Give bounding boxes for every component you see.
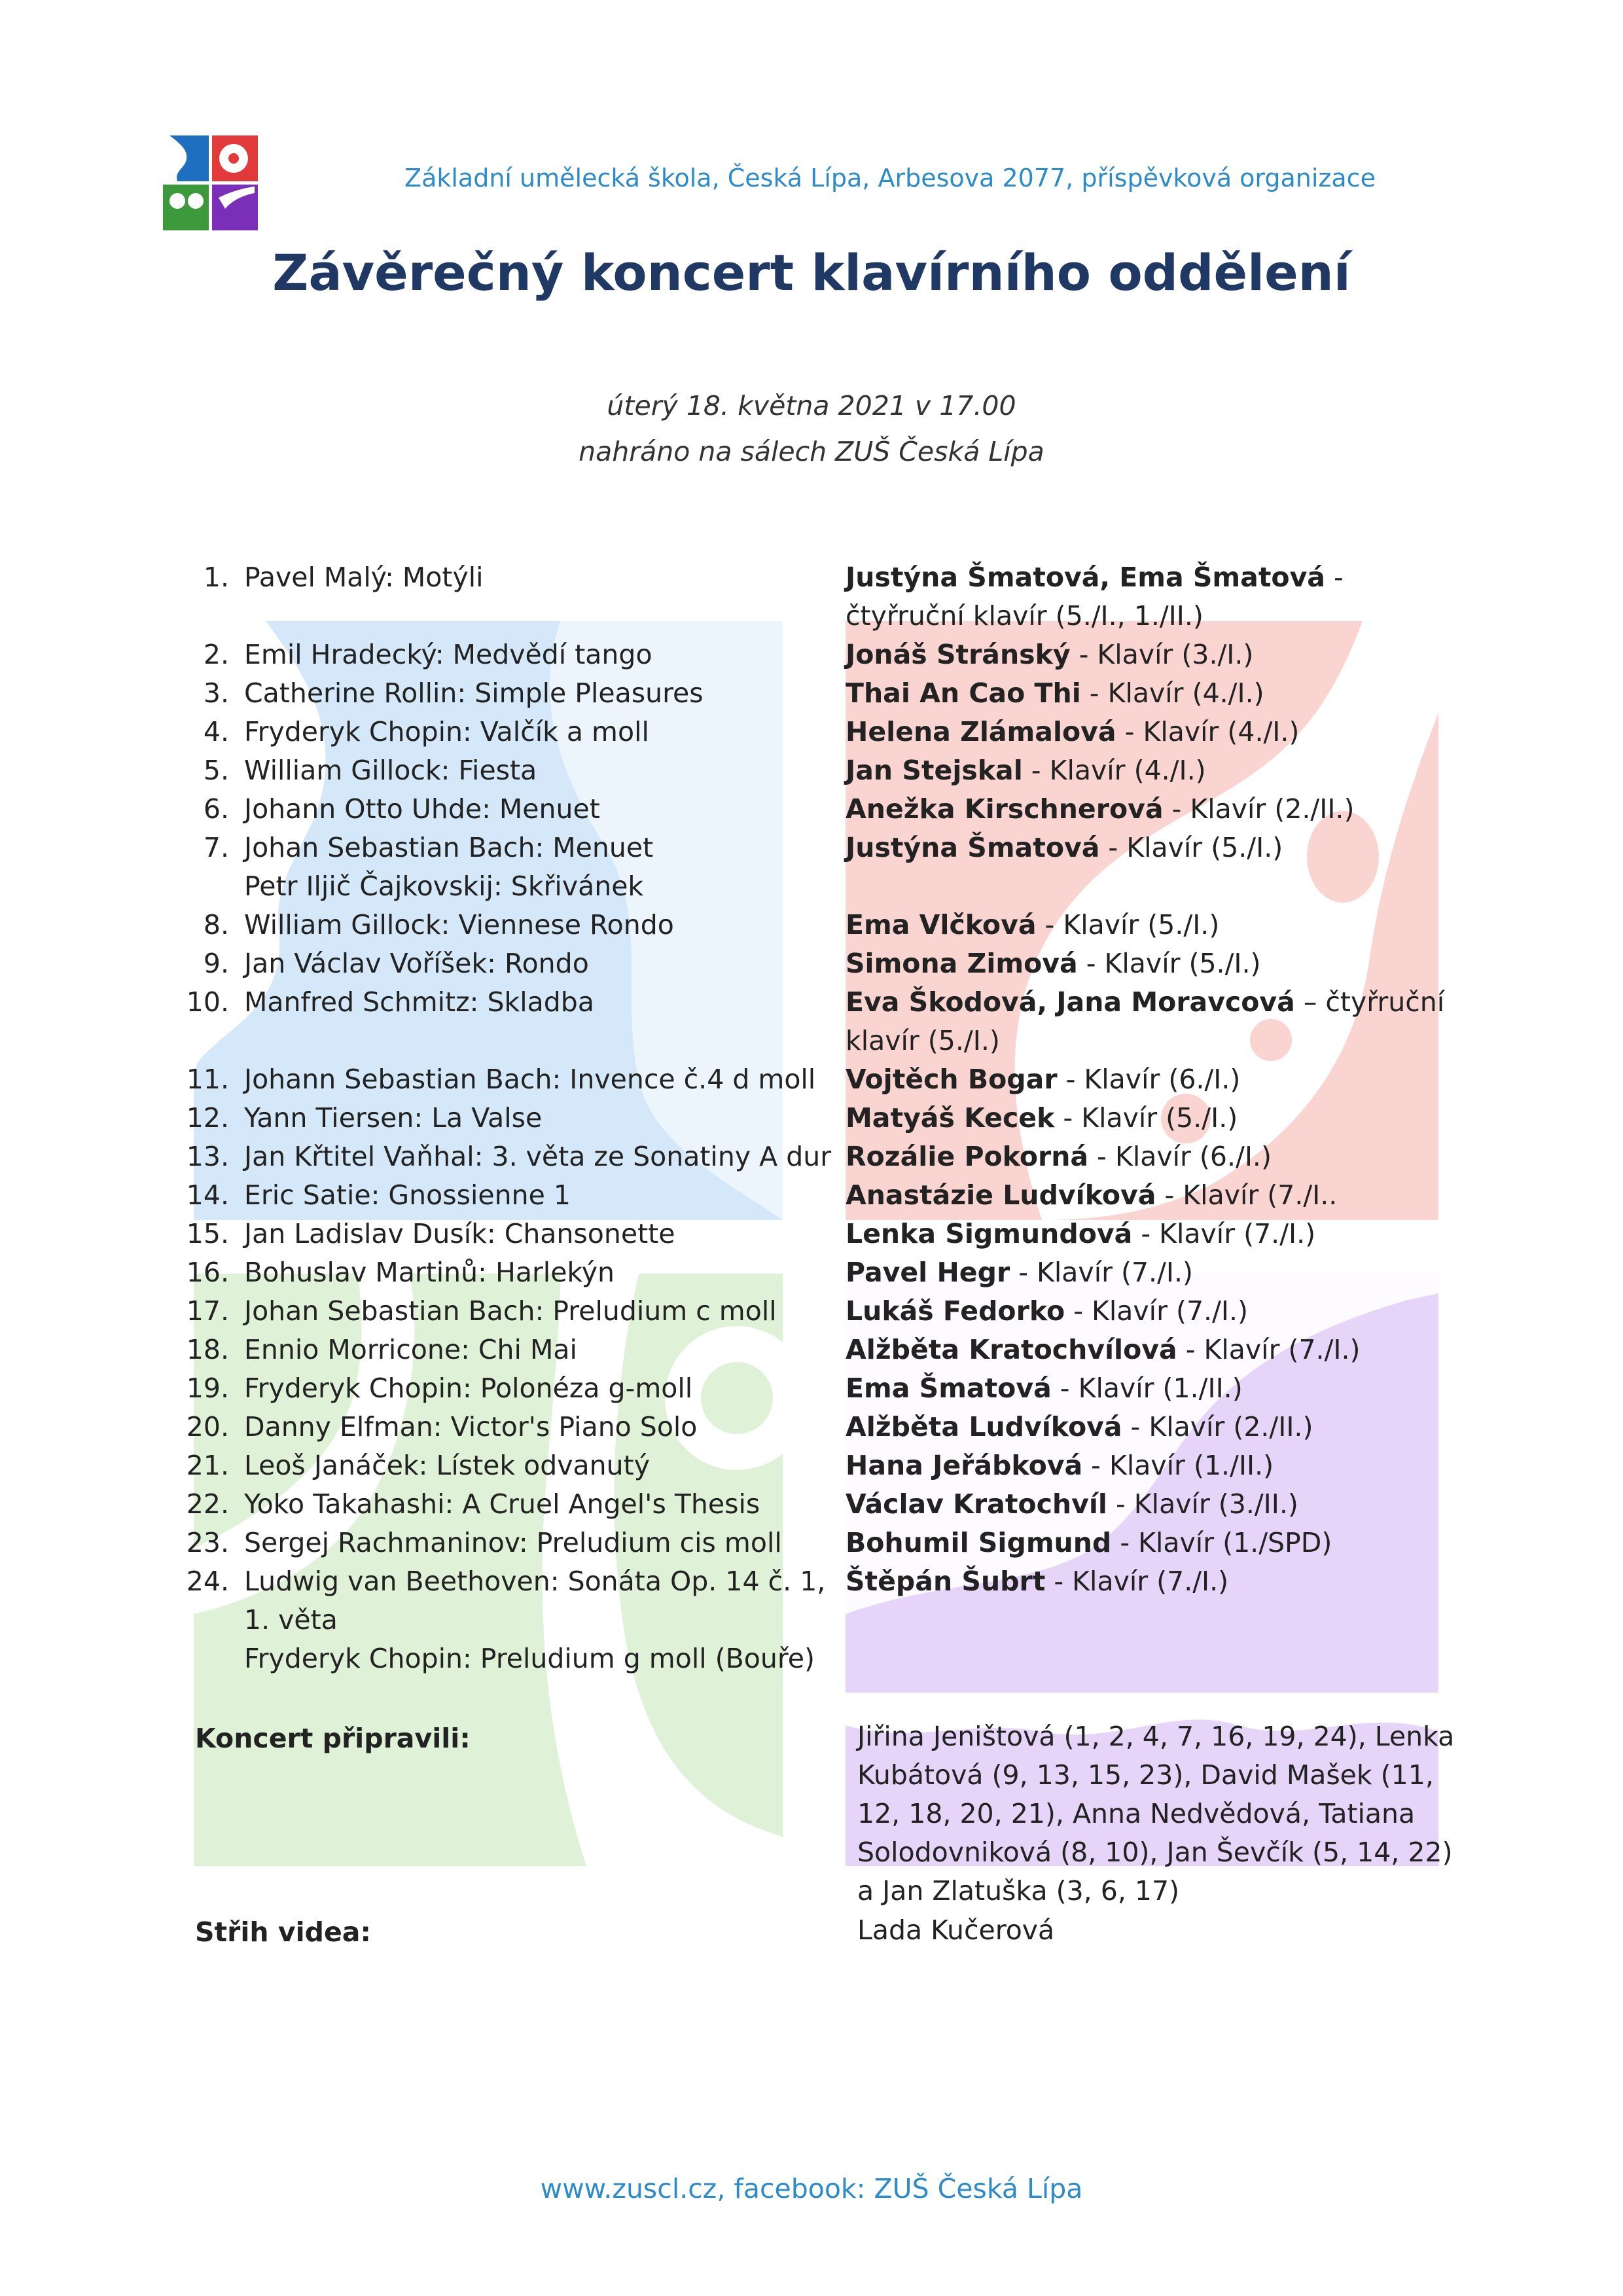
performer-name: Rozálie Pokorná	[846, 1141, 1089, 1172]
program-number: 14.	[186, 1179, 229, 1211]
performer-name: Anežka Kirschnerová	[846, 793, 1164, 825]
program-number: 3.	[203, 677, 229, 709]
program-piece	[244, 829, 833, 906]
video-editing-value: Lada Kučerová	[857, 1914, 1055, 1946]
performer-name: Jan Stejskal	[846, 755, 1023, 786]
prepared-by-value: Jiřina Jeništová (1, 2, 4, 7, 16, 19, 24), Lenka Kubátová (9, 13, 15, 23), David Mašek (11, 12, 18, 20, 21), Anna Nedvědová, Tatiana Solodovniková (8, 10), Jan Ševčík (5, 14, 22) a Jan Zlatuška (3, 6, 17)	[857, 1721, 1455, 1907]
program-piece	[244, 1408, 833, 1446]
program-number: 21.	[186, 1450, 229, 1481]
video-editing-label: Střih videa:	[195, 1916, 371, 1948]
piece-line: Johann Otto Uhde: Menuet	[244, 793, 600, 825]
performer-name: Alžběta Kratochvílová	[846, 1334, 1177, 1365]
program-performer	[846, 1524, 1448, 1562]
program-piece	[244, 1485, 833, 1524]
program-performer	[846, 1331, 1448, 1369]
piece-line: Pavel Malý: Motýli	[244, 562, 484, 593]
piece-line: Ludwig van Beethoven: Sonáta Op. 14 č. 1,	[244, 1566, 826, 1597]
program-performer	[846, 983, 1448, 1060]
performer-detail: - Klavír (3./I.)	[1070, 639, 1254, 670]
performer-name: Helena Zlámalová	[846, 716, 1116, 747]
piece-line: William Gillock: Viennese Rondo	[244, 909, 674, 941]
program-number: 7.	[203, 832, 229, 863]
program-piece	[244, 713, 833, 751]
performer-name: Ema Vlčková	[846, 909, 1037, 941]
program-number: 1.	[203, 562, 229, 593]
program-number: 23.	[186, 1527, 229, 1558]
performer-detail: - Klavír (1./SPD)	[1111, 1527, 1332, 1558]
performer-detail: - Klavír (4./I.)	[1080, 677, 1264, 709]
performer-detail: - Klavír (7./I.)	[1045, 1566, 1229, 1597]
program-performer	[846, 906, 1448, 944]
program-performer	[846, 1253, 1448, 1292]
program-number: 9.	[203, 948, 229, 979]
piece-line: Fryderyk Chopin: Valčík a moll	[244, 716, 649, 747]
performer-name: Štěpán Šubrt	[846, 1566, 1046, 1597]
performer-name: Pavel Hegr	[846, 1257, 1010, 1288]
piece-line: William Gillock: Fiesta	[244, 755, 537, 786]
performer-detail: - Klavír (2./II.)	[1163, 793, 1355, 825]
program-performer	[846, 944, 1448, 983]
program-number: 22.	[186, 1488, 229, 1520]
program-performer	[846, 1099, 1448, 1138]
performer-detail: - Klavír (6./I.)	[1088, 1141, 1272, 1172]
performer-detail: - Klavír (7./I..	[1156, 1179, 1338, 1211]
program-piece	[244, 1292, 833, 1331]
program-performer	[846, 1446, 1448, 1485]
program-piece	[244, 1176, 833, 1215]
performer-detail: - Klavír (7./I.)	[1132, 1218, 1316, 1249]
piece-line: Johan Sebastian Bach: Preludium c moll	[244, 1295, 777, 1327]
program-piece	[244, 1562, 833, 1678]
program-piece	[244, 944, 833, 983]
performer-name: Václav Kratochvíl	[846, 1488, 1107, 1520]
program-piece	[244, 1215, 833, 1253]
performer-detail: - Klavír (5./I.)	[1036, 909, 1220, 941]
piece-line: 1. věta	[244, 1604, 338, 1636]
program-piece	[244, 906, 833, 944]
program-piece	[244, 1099, 833, 1138]
program-number: 24.	[186, 1566, 229, 1597]
piece-line: Manfred Schmitz: Skladba	[244, 986, 594, 1018]
program-piece	[244, 558, 833, 597]
program-performer	[846, 1369, 1448, 1408]
piece-line: Emil Hradecký: Medvědí tango	[244, 639, 652, 670]
program-number: 6.	[203, 793, 229, 825]
piece-line: Yoko Takahashi: A Cruel Angel's Thesis	[244, 1488, 760, 1520]
performer-name: Alžběta Ludvíková	[846, 1411, 1122, 1443]
piece-line: Bohuslav Martinů: Harlekýn	[244, 1257, 615, 1288]
piece-line: Ennio Morricone: Chi Mai	[244, 1334, 577, 1365]
program-performer	[846, 558, 1448, 636]
performer-detail: - Klavír (6./I.)	[1057, 1064, 1241, 1095]
program-number: 8.	[203, 909, 229, 941]
prepared-by-label: Koncert připravili:	[195, 1723, 471, 1754]
program-number: 2.	[203, 639, 229, 670]
program-number: 15.	[186, 1218, 229, 1249]
piece-line: Jan Ladislav Dusík: Chansonette	[244, 1218, 675, 1249]
performer-detail: - Klavír (5./I.)	[1054, 1102, 1238, 1134]
performer-name: Justýna Šmatová	[846, 832, 1100, 863]
program-number: 17.	[186, 1295, 229, 1327]
school-logo	[163, 135, 258, 230]
program-piece	[244, 1446, 833, 1485]
program-performer	[846, 1060, 1448, 1099]
piece-line: Johan Sebastian Bach: Menuet	[244, 832, 654, 863]
performer-name: Bohumil Sigmund	[846, 1527, 1112, 1558]
recording-place: nahráno na sálech ZUŠ Česká Lípa	[579, 436, 1044, 467]
program-piece	[244, 983, 833, 1022]
program-number: 5.	[203, 755, 229, 786]
program-performer	[846, 751, 1448, 790]
piece-line: Danny Elfman: Victor's Piano Solo	[244, 1411, 698, 1443]
piece-line: Jan Václav Voříšek: Rondo	[244, 948, 589, 979]
concert-date: úterý 18. května 2021 v 17.00	[607, 390, 1016, 422]
piece-line: Sergej Rachmaninov: Preludium cis moll	[244, 1527, 782, 1558]
program-number: 12.	[186, 1102, 229, 1134]
program-number: 10.	[186, 986, 229, 1018]
performer-name: Lenka Sigmundová	[846, 1218, 1133, 1249]
program-piece	[244, 674, 833, 713]
program-number: 4.	[203, 716, 229, 747]
performer-name: Jonáš Stránský	[846, 639, 1071, 670]
program-number: 13.	[186, 1141, 229, 1172]
program-number: 18.	[186, 1334, 229, 1365]
program-piece	[244, 636, 833, 674]
piece-line: Fryderyk Chopin: Polonéza g-moll	[244, 1372, 693, 1404]
performer-name: Ema Šmatová	[846, 1372, 1052, 1404]
performer-detail: - Klavír (1./II.)	[1082, 1450, 1274, 1481]
program-piece	[244, 790, 833, 829]
program-performer	[846, 1176, 1448, 1215]
performer-detail: - čtyřruční klavír (5./I., 1./II.)	[846, 562, 1344, 632]
piece-line: Johann Sebastian Bach: Invence č.4 d moll	[244, 1064, 816, 1095]
program-performer	[846, 1485, 1448, 1524]
program-number: 16.	[186, 1257, 229, 1288]
performer-detail: - Klavír (4./I.)	[1022, 755, 1206, 786]
program-piece	[244, 1524, 833, 1562]
program-performer	[846, 829, 1448, 867]
piece-line: Catherine Rollin: Simple Pleasures	[244, 677, 704, 709]
performer-detail: - Klavír (7./I.)	[1065, 1295, 1249, 1327]
performer-detail: – čtyřruční klavír (5./I.)	[846, 986, 1445, 1056]
program-piece	[244, 1060, 833, 1099]
program-performer	[846, 1215, 1448, 1253]
program-performer	[846, 674, 1448, 713]
program-performer	[846, 1562, 1448, 1601]
performer-name: Matyáš Kecek	[846, 1102, 1055, 1134]
performer-name: Simona Zimová	[846, 948, 1078, 979]
performer-name: Anastázie Ludvíková	[846, 1179, 1156, 1211]
program-performer	[846, 1292, 1448, 1331]
piece-line: Eric Satie: Gnossienne 1	[244, 1179, 571, 1211]
performer-detail: - Klavír (5./I.)	[1077, 948, 1261, 979]
program-piece	[244, 1253, 833, 1292]
performer-name: Eva Škodová, Jana Moravcová	[846, 986, 1295, 1018]
program-piece	[244, 1138, 833, 1176]
performer-detail: - Klavír (7./I.)	[1177, 1334, 1361, 1365]
performer-name: Justýna Šmatová, Ema Šmatová	[846, 562, 1325, 593]
program-performer	[846, 713, 1448, 751]
performer-detail: - Klavír (4./I.)	[1116, 716, 1300, 747]
performer-name: Vojtěch Bogar	[846, 1064, 1058, 1095]
program-number: 19.	[186, 1372, 229, 1404]
program-piece	[244, 751, 833, 790]
piece-line: Petr Iljič Čajkovskij: Skřivánek	[244, 870, 644, 902]
performer-name: Hana Jeřábková	[846, 1450, 1083, 1481]
program-performer	[846, 790, 1448, 829]
footer-links: www.zuscl.cz, facebook: ZUŠ Česká Lípa	[540, 2173, 1083, 2204]
performer-detail: - Klavír (3./II.)	[1107, 1488, 1298, 1520]
program-piece	[244, 1369, 833, 1408]
page-title: Závěrečný koncert klavírního oddělení	[272, 243, 1351, 302]
performer-name: Lukáš Fedorko	[846, 1295, 1065, 1327]
program-performer	[846, 1138, 1448, 1176]
performer-detail: - Klavír (7./I.)	[1010, 1257, 1194, 1288]
program-piece	[244, 1331, 833, 1369]
program-number: 20.	[186, 1411, 229, 1443]
performer-detail: - Klavír (5./I.)	[1099, 832, 1283, 863]
piece-line: Jan Křtitel Vaňhal: 3. věta ze Sonatiny A dur	[244, 1141, 832, 1172]
piece-line: Yann Tiersen: La Valse	[244, 1102, 543, 1134]
performer-name: Thai An Cao Thi	[846, 677, 1081, 709]
performer-detail: - Klavír (1./II.)	[1051, 1372, 1243, 1404]
program-performer	[846, 636, 1448, 674]
school-name: Základní umělecká škola, Česká Lípa, Arbesova 2077, příspěvková organizace	[404, 164, 1376, 192]
program-number: 11.	[186, 1064, 229, 1095]
piece-line: Leoš Janáček: Lístek odvanutý	[244, 1450, 650, 1481]
piece-line: Fryderyk Chopin: Preludium g moll (Bouře)	[244, 1643, 815, 1674]
performer-detail: - Klavír (2./II.)	[1122, 1411, 1313, 1443]
program-performer	[846, 1408, 1448, 1446]
